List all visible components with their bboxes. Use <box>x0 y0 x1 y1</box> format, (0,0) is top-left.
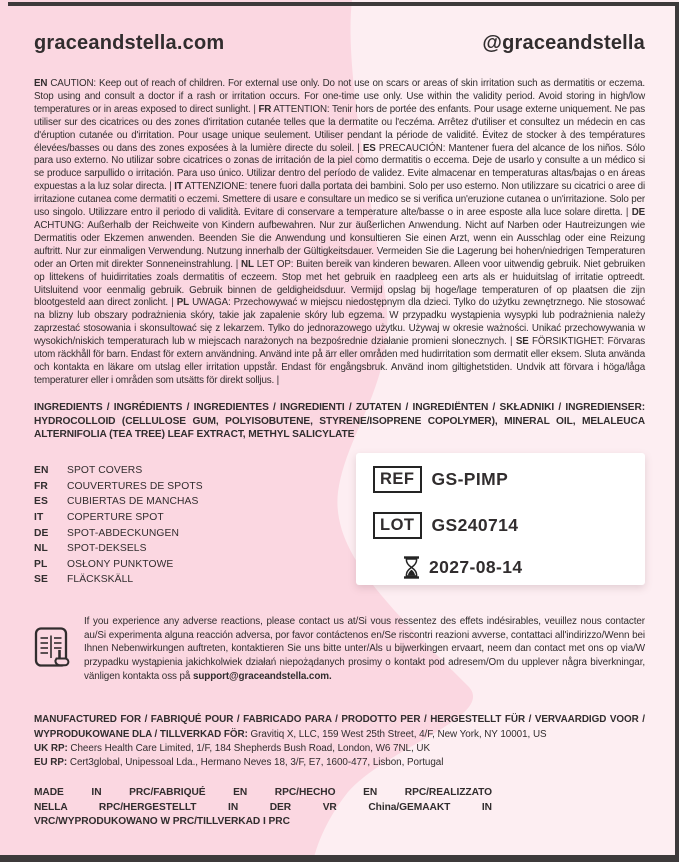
ref-symbol: REF <box>373 466 422 493</box>
hourglass-icon <box>403 556 420 579</box>
adverse-reactions-section <box>34 605 645 693</box>
language-code: FR <box>34 480 48 492</box>
ref-value: GS-PIMP <box>431 469 509 490</box>
brand-social-handle: @graceandstella <box>482 32 645 54</box>
language-code: DE <box>34 527 49 539</box>
made-in-line: MADE IN PRC/FABRIQUÉ EN RPC/HECHO EN RPC/REALIZZATO <box>34 787 492 799</box>
list-item <box>34 572 203 588</box>
language-code: EN <box>34 465 49 477</box>
brand-website: graceandstella.com <box>34 32 225 54</box>
list-item <box>34 479 203 495</box>
made-in-section <box>34 786 492 830</box>
made-in-line: NELLA RPC/HERGESTELLT IN DER VR China/GEMAAKT IN <box>34 801 492 813</box>
made-in-line: VRC/WYPRODUKOWANO W PRC/TILLVERKAD I PRC <box>34 816 290 828</box>
lot-row <box>373 512 518 539</box>
list-item <box>34 541 203 557</box>
product-name: COPERTURE SPOT <box>67 511 164 523</box>
list-item <box>34 557 203 573</box>
product-name-list <box>34 463 203 588</box>
product-name: SPOT-ABDECKUNGEN <box>67 527 180 539</box>
uk-rp-line: UK RP: Cheers Health Care Limited, 1/F, 184 Shepherds Bush Road, London, W6 7NL, UK <box>34 742 430 754</box>
product-name: COUVERTURES DE SPOTS <box>67 480 203 492</box>
language-code: SE <box>34 574 48 586</box>
caution-multilanguage-text: EN CAUTION: Keep out of reach of children. For external use only. Do not use on scars or areas of skin irritation such as dermatitis or eczema. Stop using and consult a doctor if a rash or irritation occurs. For one-time use only. Use within the validity period. Avoid storing in high/low temperatures or in areas exposed to direct sunlight. | FR ATTENTION: Tenir hors de portée des enfants. Pour usage externe uniquement. Ne pas utiliser sur des cicatrices ou des zones d'irritation cutanée telles que la dermatite ou l'eczéma. Arrêtez d'utiliser et consultez un médecin en cas d'éruption cutanée ou d'irritation. Pour usage unique seulement. Utiliser pendant la période de validité. Évitez de stocker à des températures élevées/basses ou dans des zones exposées à la lumière directe du soleil. | ES PRECAUCIÓN: Mantener fuera del alcance de los niños. Sólo para uso externo. No utilizar sobre cicatrices o zonas de irritación de la piel como dermatitis o eccema. Deje de usarlo y consulte a un médico si se produce sarpullido o irritación. Para uso único. Utilizar dentro del período de validez. Evite almacenar en temperaturas altas/bajas o en áreas expuestas a la luz solar directa. | IT ATTENZIONE: tenere fuori dalla portata dei bambini. Solo per uso esterno. Non utilizzare su cicatrici o aree di irritazione cutanea come dermatiti o eczemi. Smettere di usare e consultare un medico se si verifica un'eruzione cutanea o un'irritazione. Solo per uso singolo. Utilizzare entro il periodo di validità. Evitare di conservare a temperature alte/basse o in aree esposte alla luce solare diretta. | DE ACHTUNG: Außerhalb der Reichweite von Kindern aufbewahren. Nur zur äußerlichen Anwendung. Nicht auf Narben oder Hautreizungen wie Dermatitis oder Ekzemen anwenden. Beenden Sie die Anwendung und konsultieren Sie einen Arzt, wenn ein Ausschlag oder eine Reizung auftritt. Nur zur einmaligen Verwendung. Nutzung innerhalb der Gültigkeitsdauer. Vermeiden Sie die Lagerung bei hohen/niedrigen Temperaturen oder an Orten mit direkter Sonneneinstrahlung. | NL LET OP: Buiten bereik van kinderen bewaren. Alleen voor uitwendig gebruik. Niet gebruiken op littekens of huidirritaties zoals dermatitis of eczeem. Stop met het gebruik en raadpleeg een arts als er huiduitslag of irritatie optreedt. Uitsluitend voor eenmalig gebruik. Gebruik binnen de geldigheidsduur. Vermijd opslag bij hoge/lage temperaturen of op plaatsen die zijn blootgesteld aan direct zonlicht. | PL UWAGA: Przechowywać w miejscu niedostępnym dla dzieci. Tylko do użytku zewnętrznego. Nie stosować na blizny lub obszary podrażnienia skóry, takie jak zapalenie skóry lub egzema. W przypadku wystąpienia wysypki lub podrażnienia należy zaprzestać stosowania i skonsultować się z lekarzem. Tylko do jednorazowego użytku. Używaj w okresie ważności. Unikać przechowywania w wysokich/niskich temperaturach lub w miejscach narażonych na bezpośrednie działanie promieni słonecznych. | SE FÖRSIKTIGHET: Förvaras utom räckhåll för barn. Endast för extern användning. Använd inte på ärr eller områden med hudirritation som dermatit eller eksem. Sluta använda och kontakta en läkare om utslag eller irritation uppstår. Endast för engångsbruk. Använd inom giltighetstiden. Undvik att förvara i höga/låga temperaturer eller i områden som utsätts för direkt solljus. | <box>34 78 646 386</box>
expiry-row <box>403 556 523 579</box>
frame-bottom-edge <box>0 855 679 862</box>
eu-rp-line: EU RP: Cert3global, Unipessoal Lda., Hermano Neves 18, 3/F, E7, 1600-477, Lisbon, Portugal <box>34 757 444 769</box>
language-code: ES <box>34 496 48 508</box>
header <box>34 32 645 54</box>
product-name: SPOT COVERS <box>67 465 143 477</box>
lot-value: GS240714 <box>431 515 519 536</box>
names-and-device-info-row <box>34 453 645 587</box>
product-name: SPOT-DEKSELS <box>67 543 147 555</box>
product-name: CUBIERTAS DE MANCHAS <box>67 496 199 508</box>
list-item <box>34 510 203 526</box>
manufactured-for-line: MANUFACTURED FOR / FABRIQUÉ POUR / FABRICADO PARA / PRODOTTO PER / HERGESTELLT FÜR / VERVAARDIGD VOOR / WYPRODUKOWANE DLA / TILLVERKAD FÖR: Gravitiq X, LLC, 159 West 25th Street, 4/F, New York, NY 10001, US <box>34 714 645 740</box>
frame-right-edge <box>675 2 679 856</box>
manufacturer-section <box>34 713 645 770</box>
list-item <box>34 526 203 542</box>
expiry-date: 2027-08-14 <box>429 557 523 578</box>
lot-symbol: LOT <box>373 512 422 539</box>
product-name: OSŁONY PUNKTOWE <box>67 558 174 570</box>
ref-row <box>373 466 508 493</box>
frame-top-edge <box>8 2 679 6</box>
device-info-box <box>356 453 645 585</box>
product-name: FLÄCKSKÄLL <box>67 574 134 586</box>
ingredients-text: INGREDIENTS / INGRÉDIENTS / INGREDIENTES / INGREDIENTI / ZUTATEN / INGREDIËNTEN / SKŁADNIKI / INGREDIENSER: HYDROCOLLOID (CELLULOSE GUM, POLYISOBUTENE, STYRENE/ISOPRENE COPOLYMER), MINERAL OIL, MELALEUCA ALTERNIFOLIA (TEA TREE) LEAF EXTRACT, METHYL SALICYLATE <box>34 401 645 441</box>
instructions-booklet-icon <box>34 626 71 693</box>
adverse-reactions-text: If you experience any adverse reactions, please contact us at/Si vous ressentez des effets indésirables, veuillez nous contacter au/Si experimenta alguna reacción adversa, por favor contáctenos en/Se riscontri reazioni avverse, contattaci all'indirizzo/Wenn bei Ihnen Nebenwirkungen auftreten, kontaktieren Sie uns bitte unter/Als u bijwerkingen ervaart, neem dan contact met ons op via/W przypadku wystąpienia jakichkolwiek działań niepożądanych prosimy o kontakt pod adresem/Om du upplever några biverkningar, vänligen kontakta oss på support@graceandstella.com. <box>84 616 645 682</box>
list-item <box>34 463 203 479</box>
language-code: PL <box>34 558 48 570</box>
language-code: IT <box>34 511 44 523</box>
language-code: NL <box>34 543 48 555</box>
list-item <box>34 494 203 510</box>
